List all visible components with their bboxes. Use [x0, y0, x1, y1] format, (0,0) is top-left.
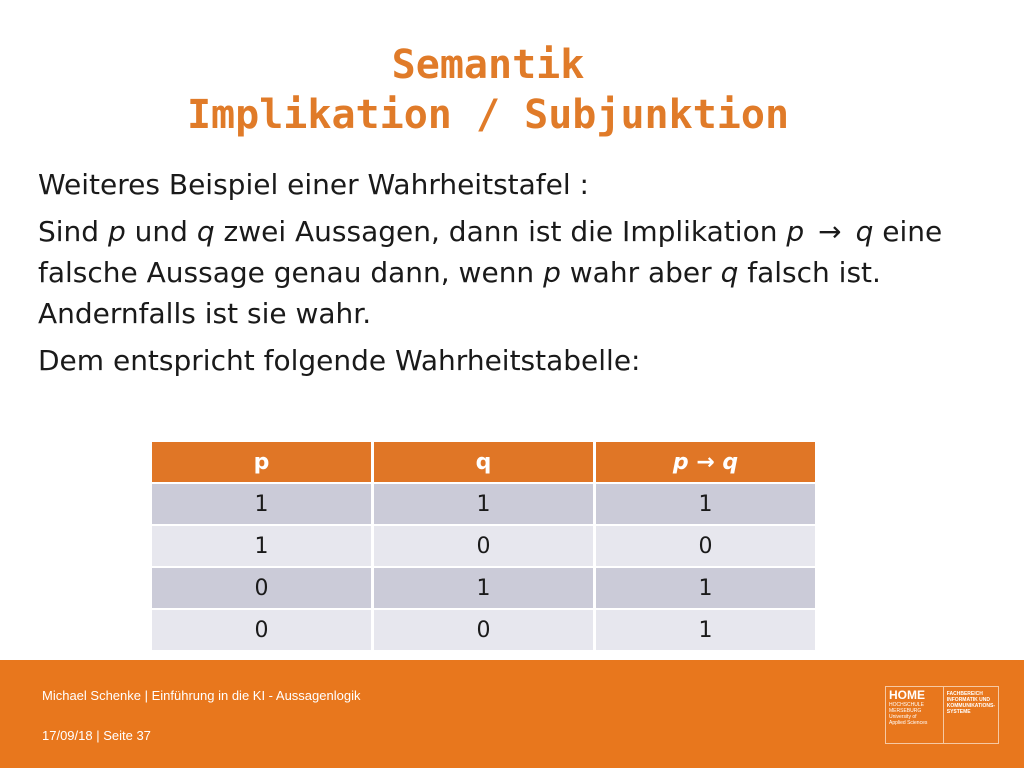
logo-school-line: MERSEBURG — [889, 708, 922, 714]
university-logo — [885, 686, 999, 744]
logo-right-panel — [944, 687, 998, 743]
var-p: p — [543, 256, 561, 289]
var-p: p — [786, 215, 805, 248]
table-cell: 1 — [596, 610, 815, 650]
var-q: q — [855, 215, 874, 248]
logo-univ-line: Applied Sciences — [889, 720, 928, 726]
header-q: q — [374, 442, 593, 482]
title-line-2: Implikation / Subjunktion — [186, 92, 790, 138]
slide-title — [0, 40, 976, 140]
title-line-1: Semantik — [391, 42, 585, 88]
table-cell: 0 — [596, 526, 815, 566]
def-segment: und — [125, 215, 197, 248]
var-p: p — [107, 215, 126, 248]
table-cell: 0 — [374, 610, 593, 650]
table-cell: 1 — [152, 526, 371, 566]
logo-school-line: HOCHSCHULE — [889, 702, 925, 708]
implication-arrow: → — [818, 215, 842, 248]
table-cell: 1 — [596, 484, 815, 524]
logo-univ-line: University of — [889, 714, 917, 720]
logo-dept-line: FACHBEREICH — [946, 691, 983, 697]
table-cell: 1 — [596, 568, 815, 608]
closing-text: Dem entspricht folgende Wahrheitstabelle: — [38, 344, 641, 377]
table-cell: 1 — [374, 484, 593, 524]
def-segment: Sind — [38, 215, 108, 248]
footer-date-page: 17/09/18 | Seite 37 — [42, 728, 151, 743]
table-cell: 0 — [152, 568, 371, 608]
table-row — [152, 526, 815, 566]
table-cell: 1 — [152, 484, 371, 524]
logo-dept-line: KOMMUNIKATIONS- — [946, 703, 995, 709]
logo-dept-line: INFORMATIK UND — [946, 697, 990, 703]
logo-dept-line: SYSTEME — [946, 709, 971, 715]
definition-text — [38, 211, 978, 334]
def-segment: zwei Aussagen, dann ist die Implikation — [214, 215, 787, 248]
var-q: q — [196, 215, 215, 248]
table-cell: 0 — [152, 610, 371, 650]
logo-left-panel — [886, 687, 944, 743]
table-row — [152, 610, 815, 650]
slide-footer — [0, 660, 1024, 768]
header-p: p — [152, 442, 371, 482]
header-implication: p → q — [596, 442, 815, 482]
def-segment: falsch ist. Andernfalls ist sie wahr. — [38, 256, 881, 330]
def-segment: wahr aber — [560, 256, 721, 289]
intro-text: Weiteres Beispiel einer Wahrheitstafel : — [38, 168, 589, 201]
table-cell: 1 — [374, 568, 593, 608]
slide-body — [38, 164, 978, 387]
table-cell: 0 — [374, 526, 593, 566]
var-q: q — [720, 256, 739, 289]
logo-mark: HOME — [889, 688, 925, 702]
table-header-row — [152, 442, 815, 482]
table-row — [152, 484, 815, 524]
def-segment: eine falsche Aussage genau dann, wenn — [38, 215, 943, 289]
footer-author-course: Michael Schenke | Einführung in die KI - Aussagenlogik — [42, 688, 361, 703]
truth-table — [149, 440, 818, 652]
table-row — [152, 568, 815, 608]
